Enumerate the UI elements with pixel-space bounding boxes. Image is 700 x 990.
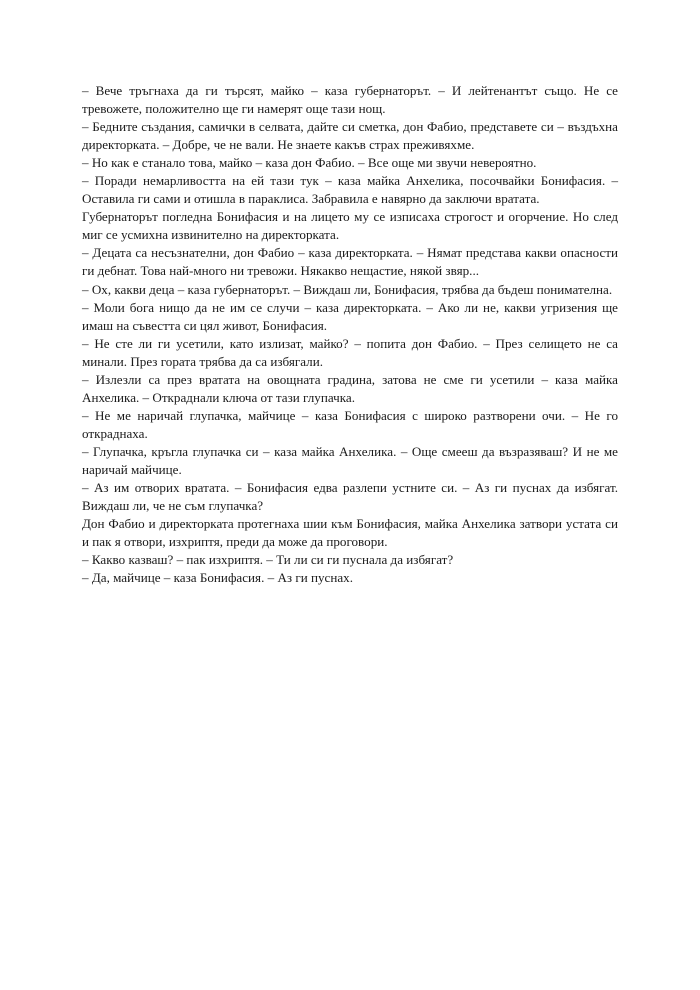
paragraph-12: – Глупачка, кръгла глупачка си – каза майка Анхелика. – Още смееш да възразяваш? И не ме наричай майчице. — [82, 443, 618, 477]
paragraph-3: – Но как е станало това, майко – каза дон Фабио. – Все още ми звучи невероятно. — [82, 155, 537, 171]
paragraph-9: – Не сте ли ги усетили, като излизат, майко? – попита дон Фабио. – През селището не са минали. През гората трябва да са избягали. — [82, 335, 618, 369]
paragraph-4: – Поради немарливостта на ей тази тук – каза майка Анхелика, посочвайки Бонифасия. – Оставила ги сами и отишла в параклиса. Забравила е навярно да заключи вратата. — [82, 173, 618, 207]
paragraph-7: – Ох, какви деца – каза губернаторът. – Виждаш ли, Бонифасия, трябва да бъдеш понимателна. — [82, 281, 613, 297]
paragraph-15: – Какво казваш? – пак изхриптя. – Ти ли си ги пуснала да избягат? — [82, 552, 454, 568]
paragraph-13: – Аз им отворих вратата. – Бонифасия едва разлепи устните си. – Аз ги пуснах да избягат. Виждаш ли, че не съм глупачка? — [82, 480, 618, 514]
paragraph-1: – Вече тръгнаха да ги търсят, майко – каза губернаторът. – И лейтенантът също. Не се тревожете, положително ще ги намерят още тази нощ. — [82, 83, 618, 117]
paragraph-2: – Бедните създания, самички в селвата, дайте си сметка, дон Фабио, представете си – въздъхна директорката. – Добре, че не вали. Не знаете какъв страх преживяхме. — [82, 119, 618, 153]
paragraph-11: – Не ме наричай глупачка, майчице – каза Бонифасия с широко разтворени очи. – Не го откраднаха. — [82, 407, 618, 441]
paragraph-16: – Да, майчице – каза Бонифасия. – Аз ги пуснах. — [82, 570, 354, 586]
paragraph-5: Губернаторът погледна Бонифасия и на лицето му се изписаха строгост и огорчение. Но след миг се усмихна извинително на директорката. — [82, 209, 618, 243]
paragraph-8: – Моли бога нищо да не им се случи – каза директорката. – Ако ли не, какви угризения ще имаш на съвестта си цял живот, Бонифасия. — [82, 299, 618, 333]
paragraph-6: – Децата са несъзнателни, дон Фабио – каза директорката. – Нямат представа какви опасности ги дебнат. Това най-много ни тревожи. Някакво нещастие, някой звяр... — [82, 245, 618, 279]
paragraph-10: – Излезли са през вратата на овощната градина, затова не сме ги усетили – каза майка Анхелика. – Откраднали ключа от тази глупачка. — [82, 371, 618, 405]
paragraph-14: Дон Фабио и директорката протегнаха шии към Бонифасия, майка Анхелика затвори устата си и пак я отвори, изхриптя, преди да може да проговори. — [82, 516, 618, 550]
body-text — [82, 82, 618, 587]
